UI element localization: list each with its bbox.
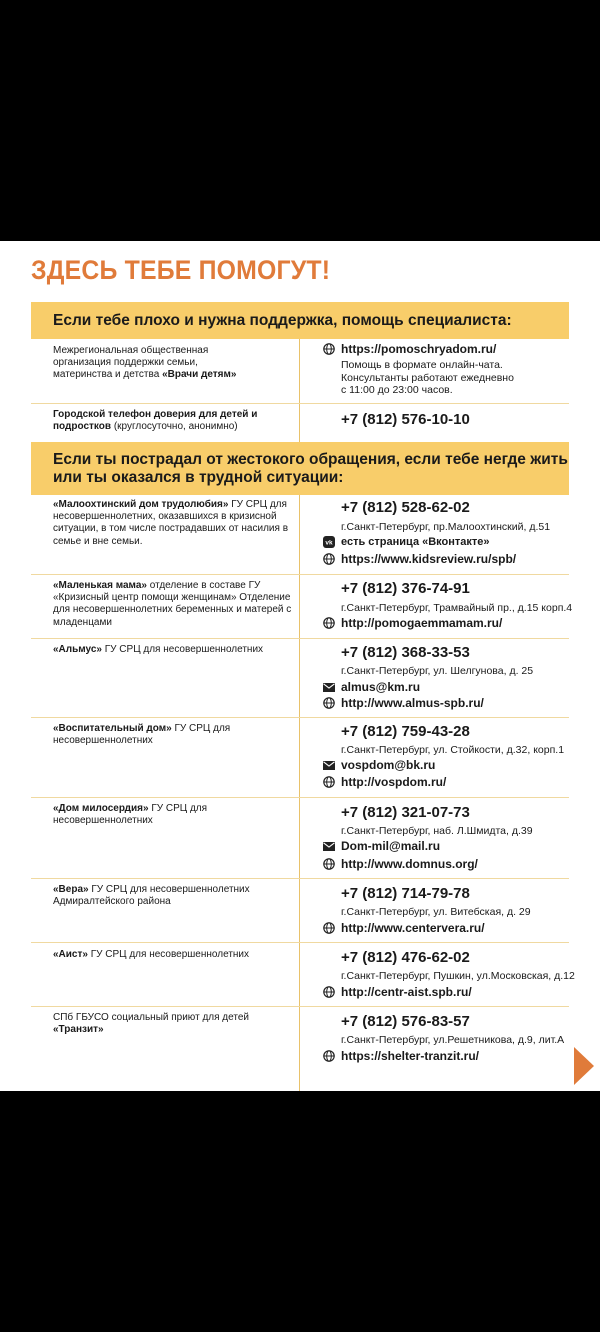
website-link[interactable]: http://vospdom.ru/ — [341, 775, 447, 789]
note-line: с 11:00 до 23:00 часов. — [341, 384, 453, 396]
globe-icon — [322, 343, 335, 356]
website-link[interactable]: http://www.domnus.org/ — [341, 857, 478, 871]
info-page — [0, 241, 600, 1091]
website-link[interactable]: https://shelter-tranzit.ru/ — [341, 1049, 480, 1063]
org-text: ГУ СРЦ для несовершеннолетних, оказавшихся в кризисной ситуации, в том числе пострадавших от насилия в семье и вне семьи. — [53, 499, 288, 547]
address: г.Санкт-Петербург, наб. Л.Шмидта, д.39 — [341, 825, 533, 837]
row-divider — [31, 403, 569, 404]
org-description — [53, 499, 293, 548]
org-text: отделение в составе ГУ «Кризисный центр помощи женщинам» Отделение для несовершеннолетних беременных и матерей с младенцами — [53, 580, 292, 628]
globe-icon — [322, 697, 335, 710]
org-name: Городской телефон доверия для детей и подростков — [53, 409, 258, 433]
address: г.Санкт-Петербург, Пушкин, ул.Московская, д.12 — [341, 970, 575, 982]
website-line[interactable] — [322, 857, 478, 871]
section1-heading-band — [31, 302, 569, 339]
org-description — [53, 580, 293, 629]
note-line: Помощь в формате онлайн-чата. — [341, 359, 503, 371]
page-title: ЗДЕСЬ ТЕБЕ ПОМОГУТ! — [31, 255, 331, 285]
website-link[interactable]: https://www.kidsreview.ru/spb/ — [341, 552, 517, 566]
website-link[interactable]: http://www.almus-spb.ru/ — [341, 696, 484, 710]
email-link[interactable]: vospdom@bk.ru — [341, 758, 436, 772]
vk-line[interactable] — [322, 535, 490, 548]
org-name: «Альмус» — [53, 644, 102, 655]
phone-number[interactable]: +7 (812) 528-62-02 — [341, 499, 470, 516]
org-text: ГУ СРЦ для несовершеннолетних — [53, 803, 208, 827]
section2-heading-band — [31, 442, 569, 495]
globe-icon — [322, 617, 335, 630]
website-line[interactable] — [322, 342, 496, 356]
address: г.Санкт-Петербург, ул. Шелгунова, д. 25 — [341, 665, 534, 677]
phone-number[interactable]: +7 (812) 368-33-53 — [341, 644, 470, 661]
globe-icon — [322, 922, 335, 935]
section1-heading: Если тебе плохо и нужна поддержка, помощь специалиста: — [53, 312, 512, 329]
phone-number[interactable]: +7 (812) 376-74-91 — [341, 580, 470, 597]
chat-note — [341, 359, 514, 397]
org-name: «Дом милосердия» — [53, 803, 149, 814]
address: г.Санкт-Петербург, ул.Решетникова, д.9, лит.А — [341, 1034, 565, 1046]
email-link[interactable]: almus@km.ru — [341, 680, 421, 694]
next-arrow-icon[interactable] — [574, 1047, 594, 1085]
section2-heading — [53, 451, 568, 487]
row-divider — [31, 717, 569, 718]
address: г.Санкт-Петербург, Трамвайный пр., д.15 корп.4 — [341, 602, 573, 614]
org-description — [53, 884, 293, 908]
globe-icon — [322, 776, 335, 789]
mail-icon — [322, 681, 335, 694]
mail-icon — [322, 759, 335, 772]
phone-number[interactable]: +7 (812) 321-07-73 — [341, 804, 470, 821]
org-text: ГУ СРЦ для несовершеннолетних Адмиралтейского района — [53, 884, 250, 908]
vk-icon — [322, 535, 335, 548]
website-line[interactable] — [322, 1049, 479, 1063]
email-line[interactable] — [322, 758, 435, 772]
org-description — [53, 345, 238, 382]
globe-icon — [322, 986, 335, 999]
row-divider — [31, 1006, 569, 1007]
org-name: «Врачи детям» — [162, 369, 237, 381]
email-line[interactable] — [322, 839, 440, 853]
org-description — [53, 644, 293, 656]
phone-number[interactable]: +7 (812) 576-10-10 — [341, 411, 470, 428]
phone-number[interactable]: +7 (812) 759-43-28 — [341, 723, 470, 740]
address: г.Санкт-Петербург, пр.Малоохтинский, д.51 — [341, 521, 551, 533]
org-text: СПб ГБУСО социальный приют для детей — [53, 1012, 249, 1023]
address: г.Санкт-Петербург, ул. Стойкости, д.32, корп.1 — [341, 744, 565, 756]
org-name: «Воспитательный дом» — [53, 723, 172, 734]
phone-number[interactable]: +7 (812) 576-83-57 — [341, 1013, 470, 1030]
org-text: (круглосуточно, анонимно) — [111, 421, 238, 433]
heading-line: Если ты пострадал от жестокого обращения, если тебе негде жить — [53, 451, 568, 468]
org-text: ГУ СРЦ для несовершеннолетних — [101, 644, 264, 655]
org-name: «Малоохтинский дом трудолюбия» — [53, 499, 229, 510]
org-name: «Транзит» — [53, 1024, 104, 1036]
org-name: «Аист» — [53, 949, 88, 960]
org-description — [53, 723, 293, 747]
vk-link[interactable]: есть страница «Вконтакте» — [341, 535, 490, 548]
website-line[interactable] — [322, 985, 472, 999]
website-line[interactable] — [322, 775, 446, 789]
org-description — [53, 1012, 268, 1036]
org-text: Межрегиональная общественная организация поддержки семьи, материнства и детства — [53, 345, 209, 381]
website-link[interactable]: http://centr-aist.spb.ru/ — [341, 985, 472, 999]
row-divider — [31, 638, 569, 639]
email-link[interactable]: Dom-mil@mail.ru — [341, 839, 441, 853]
globe-icon — [322, 1050, 335, 1063]
address: г.Санкт-Петербург, ул. Витебская, д. 29 — [341, 906, 531, 918]
org-description — [53, 949, 293, 961]
website-link[interactable]: http://www.centervera.ru/ — [341, 921, 485, 935]
org-description — [53, 409, 283, 433]
globe-icon — [322, 553, 335, 566]
globe-icon — [322, 858, 335, 871]
website-link[interactable]: http://pomogaemmamam.ru/ — [341, 616, 503, 630]
org-name: «Вера» — [53, 884, 89, 895]
phone-number[interactable]: +7 (812) 714-79-78 — [341, 885, 470, 902]
svg-text:vk: vk — [324, 539, 333, 547]
phone-number[interactable]: +7 (812) 476-62-02 — [341, 949, 470, 966]
website-line[interactable] — [322, 616, 502, 630]
row-divider — [31, 797, 569, 798]
website-link[interactable]: https://pomoschryadom.ru/ — [341, 342, 497, 356]
note-line: Консультанты работают ежедневно — [341, 371, 514, 384]
org-text: ГУ СРЦ для несовершеннолетних — [87, 949, 250, 960]
mail-icon — [322, 840, 335, 853]
email-line[interactable] — [322, 680, 420, 694]
website-line[interactable] — [322, 921, 485, 935]
org-name: «Маленькая мама» — [53, 580, 147, 591]
org-description — [53, 803, 293, 827]
column-divider — [299, 495, 300, 1091]
org-text: ГУ СРЦ для несовершеннолетних — [53, 723, 231, 747]
column-divider — [299, 339, 300, 442]
row-divider — [31, 878, 569, 879]
heading-line: или ты оказался в трудной ситуации: — [53, 469, 344, 486]
website-line[interactable] — [322, 552, 516, 566]
row-divider — [31, 942, 569, 943]
row-divider — [31, 574, 569, 575]
website-line[interactable] — [322, 696, 484, 710]
